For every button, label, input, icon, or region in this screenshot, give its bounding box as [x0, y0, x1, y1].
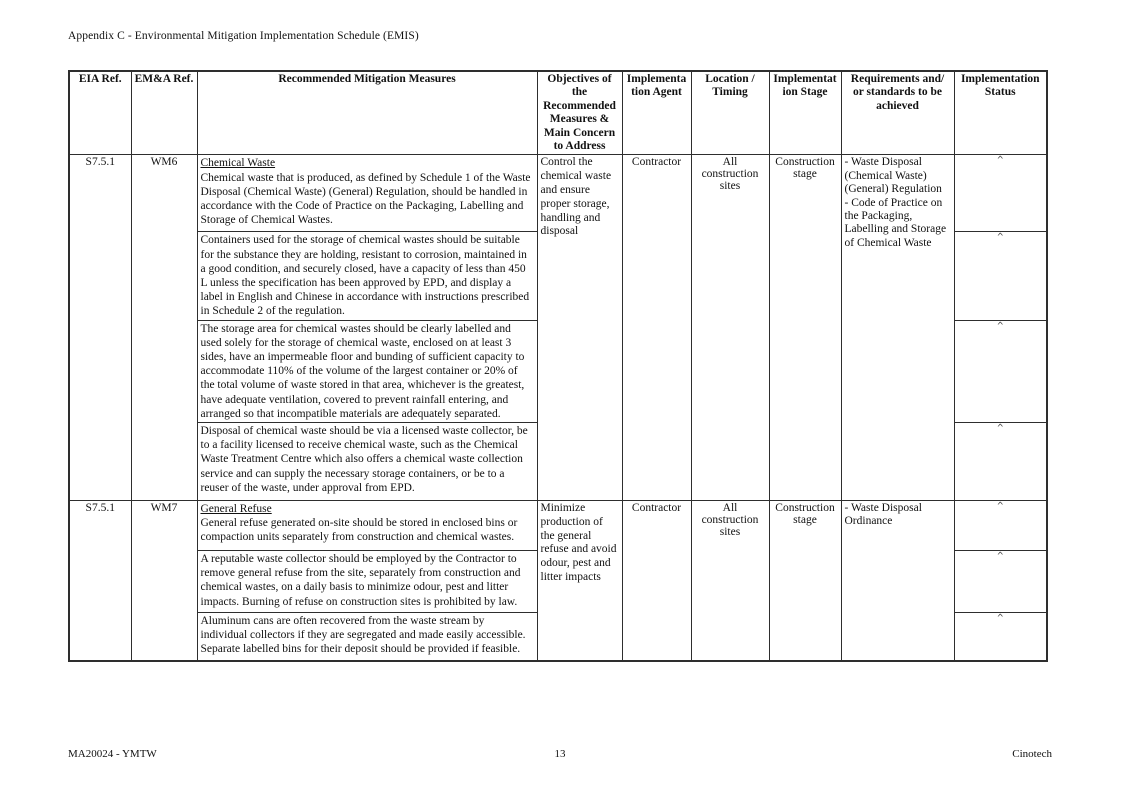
location-cell: All construction sites: [691, 155, 769, 501]
header-row: [69, 71, 1047, 155]
emis-table: [68, 70, 1048, 662]
agent-cell: Contractor: [622, 155, 691, 501]
ema-ref-cell: WM6: [131, 155, 197, 501]
header-requirements: Requirements and/ or standards to be achieved: [841, 71, 954, 155]
requirements-cell: [841, 155, 954, 501]
status-cell: ^: [954, 551, 1047, 613]
status-cell: ^: [954, 423, 1047, 501]
measure-paragraph-cell: Disposal of chemical waste should be via a licensed waste collector, be to a facility licensed to receive chemical waste, such as the Chemical Waste Treatment Centre which also offers a chemical waste collection service and can supply the necessary storage containers, or be to a reuser of the waste, under approval from EPD.: [197, 423, 537, 501]
table-row: [69, 155, 1047, 232]
header-ema-ref: EM&A Ref.: [131, 71, 197, 155]
measure-paragraph-cell: [197, 501, 537, 551]
status-cell: ^: [954, 501, 1047, 551]
eia-ref-cell: S7.5.1: [69, 501, 131, 661]
footer-company: Cinotech: [1012, 748, 1052, 760]
table-row: [69, 501, 1047, 551]
status-cell: ^: [954, 232, 1047, 320]
header-agent: Implementation Agent: [622, 71, 691, 155]
requirements-cell: [841, 501, 954, 661]
header-eia-ref: EIA Ref.: [69, 71, 131, 155]
requirement-item: - Code of Practice on the Packaging, Labelling and Storage of Chemical Waste: [844, 196, 947, 249]
footer-page-number: 13: [554, 748, 566, 760]
objectives-cell: Minimize production of the general refuse and avoid odour, pest and litter impacts: [537, 501, 622, 661]
measure-text: General refuse generated on-site should be stored in enclosed bins or compaction units separately from construction and chemical wastes.: [200, 517, 518, 544]
location-cell: All construction sites: [691, 501, 769, 661]
measure-paragraph-cell: Aluminum cans are often recovered from the waste stream by individual collectors if they are segregated and made easily accessible. Separate labelled bins for their deposit should be provided if feasible.: [197, 613, 537, 661]
header-location: Location / Timing: [691, 71, 769, 155]
agent-cell: Contractor: [622, 501, 691, 661]
status-cell: ^: [954, 613, 1047, 661]
measure-paragraph-cell: The storage area for chemical wastes should be clearly labelled and used solely for the storage of chemical waste, enclosed on at least 3 sides, have an impermeable floor and bunding of sufficient capacity to accommodate 110% of the volume of the largest container or 20% of the total volume of waste stored in that area, whichever is the greatest, have adequate ventilation, covered to prevent rainfall entering, and arranged so that incompatible materials are adequately separated.: [197, 320, 537, 422]
header-stage: Implementation Stage: [769, 71, 841, 155]
measure-heading: General Refuse: [200, 503, 272, 516]
header-measures: Recommended Mitigation Measures: [197, 71, 537, 155]
footer-project-ref: MA20024 - YMTW: [68, 748, 157, 760]
status-cell: ^: [954, 320, 1047, 422]
measure-heading: Chemical Waste: [200, 157, 276, 170]
status-cell: ^: [954, 155, 1047, 232]
ema-ref-cell: WM7: [131, 501, 197, 661]
stage-cell: Construction stage: [769, 501, 841, 661]
objectives-cell: Control the chemical waste and ensure proper storage, handling and disposal: [537, 155, 622, 501]
measure-text: Chemical waste that is produced, as defined by Schedule 1 of the Waste Disposal (Chemical Waste) (General) Regulation, should be handled in accordance with the Code of Practice on the Packaging, Labelling and Storage of Chemical Wastes.: [200, 171, 531, 227]
stage-cell: Construction stage: [769, 155, 841, 501]
appendix-title: Appendix C - Environmental Mitigation Implementation Schedule (EMIS): [68, 30, 419, 42]
header-objectives: Objectives of the Recommended Measures & Main Concern to Address: [537, 71, 622, 155]
eia-ref-cell: S7.5.1: [69, 155, 131, 501]
requirement-item: - Waste Disposal (Chemical Waste) (General) Regulation: [844, 156, 942, 196]
header-status: Implementation Status: [954, 71, 1047, 155]
requirement-item: - Waste Disposal Ordinance: [844, 502, 922, 528]
measure-paragraph-cell: Containers used for the storage of chemical wastes should be suitable for the substance they are holding, resistant to corrosion, maintained in a good condition, and securely closed, have a capacity of less than 450 L unless the specification has been approved by EPD, and display a label in English and Chinese in accordance with instructions prescribed in Schedule 2 of the regulation.: [197, 232, 537, 320]
measure-paragraph-cell: A reputable waste collector should be employed by the Contractor to remove general refuse from the site, separately from construction and chemical wastes, on a daily basis to minimize odour, pest and litter impacts. Burning of refuse on construction sites is prohibited by law.: [197, 551, 537, 613]
measure-paragraph-cell: [197, 155, 537, 232]
